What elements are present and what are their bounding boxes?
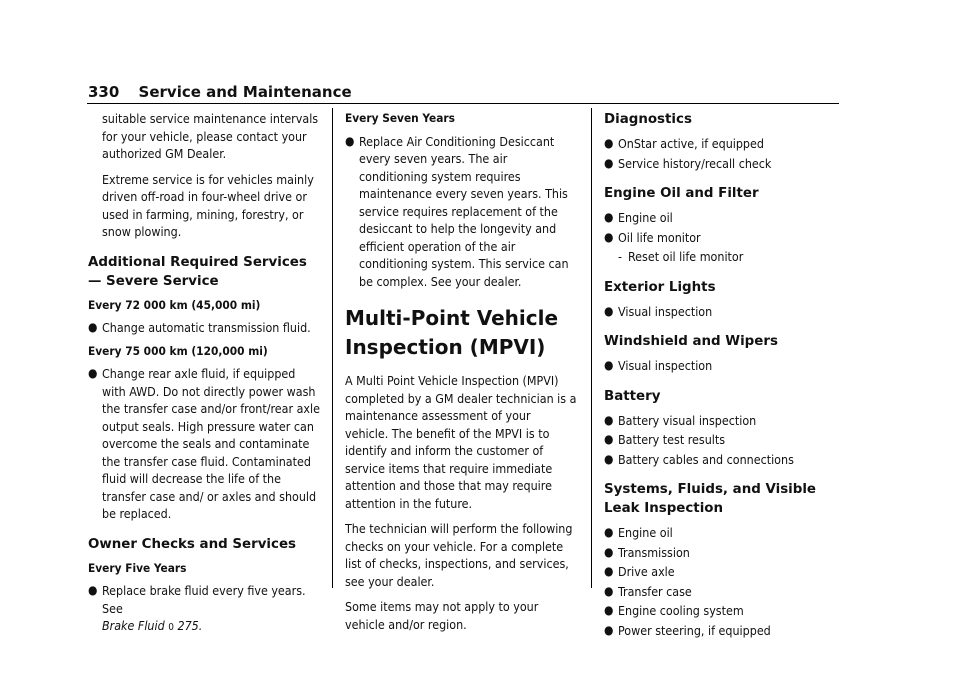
systems-list [604, 524, 840, 639]
diagnostics-list [604, 135, 840, 172]
section-title: Service and Maintenance [138, 83, 352, 101]
windshield-list [604, 357, 840, 375]
interval-72000-label: Every 72 000 km (45,000 mi) [88, 297, 261, 312]
list-item: ● Oil life monitor [604, 229, 701, 245]
exterior-lights-list [604, 303, 840, 321]
list-item: ● Transmission [604, 544, 690, 560]
list-item: ● Battery visual inspection [604, 412, 757, 428]
sub-list-item: - Reset oil life monitor [618, 249, 744, 264]
list-item: ● Engine oil [604, 525, 673, 540]
list-item: ● Battery cables and connections [604, 451, 794, 467]
list-item: ● Battery test results [604, 432, 726, 447]
extreme-service-paragraph: Extreme service is for vehicles mainly driven off-road in four-wheel drive or used in farming, mining, forestry, or snow plowing. [102, 171, 314, 239]
bullet-icon: ● [604, 155, 614, 170]
interval-75000-label: Every 75 000 km (120,000 mi) [88, 343, 268, 358]
bullet-icon: ● [88, 583, 98, 597]
heading-windshield: Windshield and Wipers [604, 334, 778, 349]
list-item: ● Engine oil [604, 210, 673, 225]
battery-list [604, 412, 840, 469]
list-item: ● Power steering, if equipped [604, 622, 771, 638]
page-number: 330 [88, 83, 120, 101]
page-ref-arrow-icon: 0 [168, 622, 174, 633]
interval-five-years-label: Every Five Years [88, 560, 187, 575]
bullet-icon: ● [604, 544, 614, 559]
bullet-icon: ● [604, 603, 614, 617]
list-item: ● Transfer case [604, 583, 692, 599]
bullet-icon: ● [604, 583, 614, 598]
page-ref-number[interactable]: 275. [177, 618, 203, 633]
column-divider-1 [332, 108, 333, 588]
bullet-icon: ● [604, 210, 614, 224]
engine-oil-list [604, 209, 840, 266]
heading-additional-services: Additional Required Services — Severe Service [88, 254, 307, 289]
mpvi-paragraph-1: A Multi Point Vehicle Inspection (MPVI) completed by a GM dealer technician is a maintenance assessment of your vehicle. The benefit of the MPVI is to identify and inform the customer of service items that require immediate attention and those that may require attention in the future. [345, 373, 577, 511]
bullet-icon: ● [604, 358, 614, 372]
five-years-list [88, 582, 320, 637]
heading-engine-oil: Engine Oil and Filter [604, 186, 759, 201]
column-2 [345, 110, 577, 641]
interval-75000-list [88, 365, 320, 523]
list-item: ● Drive axle [604, 564, 675, 579]
mpvi-paragraph-3: Some items may not apply to your vehicle and/or region. [345, 599, 539, 632]
bullet-icon: ● [604, 564, 614, 578]
bullet-icon: ● [345, 133, 355, 148]
brake-fluid-link[interactable]: Brake Fluid [102, 618, 165, 633]
header-rule [87, 103, 839, 104]
list-item: ● Change automatic transmission fluid. [88, 320, 311, 335]
column-1 [88, 110, 320, 643]
column-3 [604, 110, 840, 645]
dash-icon: - [618, 249, 623, 264]
bullet-icon: ● [604, 525, 614, 539]
heading-battery: Battery [604, 388, 661, 404]
interval-seven-years-label: Every Seven Years [345, 111, 455, 125]
bullet-icon: ● [604, 412, 614, 427]
bullet-icon: ● [604, 136, 614, 150]
bullet-icon: ● [604, 303, 614, 318]
list-item: ● Visual inspection [604, 303, 713, 319]
heading-mpvi: Multi-Point Vehicle Inspection (MPVI) [345, 306, 559, 359]
bullet-icon: ● [88, 366, 98, 380]
list-item: ● Replace brake fluid every five years. See Brake Fluid 0 275. [88, 583, 306, 633]
list-item: ● Visual inspection [604, 358, 713, 373]
heading-exterior-lights: Exterior Lights [604, 279, 716, 295]
page-header [88, 83, 352, 101]
heading-owner-checks: Owner Checks and Services [88, 536, 297, 552]
list-item: ● Engine cooling system [604, 603, 744, 618]
bullet-icon: ● [604, 229, 614, 244]
heading-diagnostics: Diagnostics [604, 112, 692, 127]
bullet-icon: ● [604, 622, 614, 637]
bullet-icon: ● [88, 320, 98, 334]
list-item: ● OnStar active, if equipped [604, 136, 764, 151]
heading-systems-fluids: Systems, Fluids, and Visible Leak Inspection [604, 482, 817, 516]
list-item: ● Change rear axle fluid, if equipped with AWD. Do not directly power wash the transfer case and/or front/rear axle output seals. High pressure water can overcome the seals and contaminate the transfer case fluid. Contaminated fluid will decrease the life of the transfer case and/ or axles and should be replaced. [88, 366, 320, 521]
column-divider-2 [591, 108, 592, 588]
list-item: ● Service history/recall check [604, 155, 772, 171]
bullet-icon: ● [604, 451, 614, 466]
intro-paragraph: suitable service maintenance intervals for your vehicle, please contact your authorized GM Dealer. [102, 111, 319, 161]
list-item: ● Replace Air Conditioning Desiccant every seven years. The air conditioning system requires maintenance every seven years. This service requires replacement of the desiccant to help the longevity and efficient operation of the air conditioning system. This service can be complex. See your dealer. [345, 133, 569, 289]
seven-years-list [345, 133, 577, 291]
interval-72000-list [88, 319, 320, 337]
bullet-icon: ● [604, 432, 614, 446]
mpvi-paragraph-2: The technician will perform the following checks on your vehicle. For a complete list of checks, inspections, and services, see your dealer. [345, 521, 573, 589]
